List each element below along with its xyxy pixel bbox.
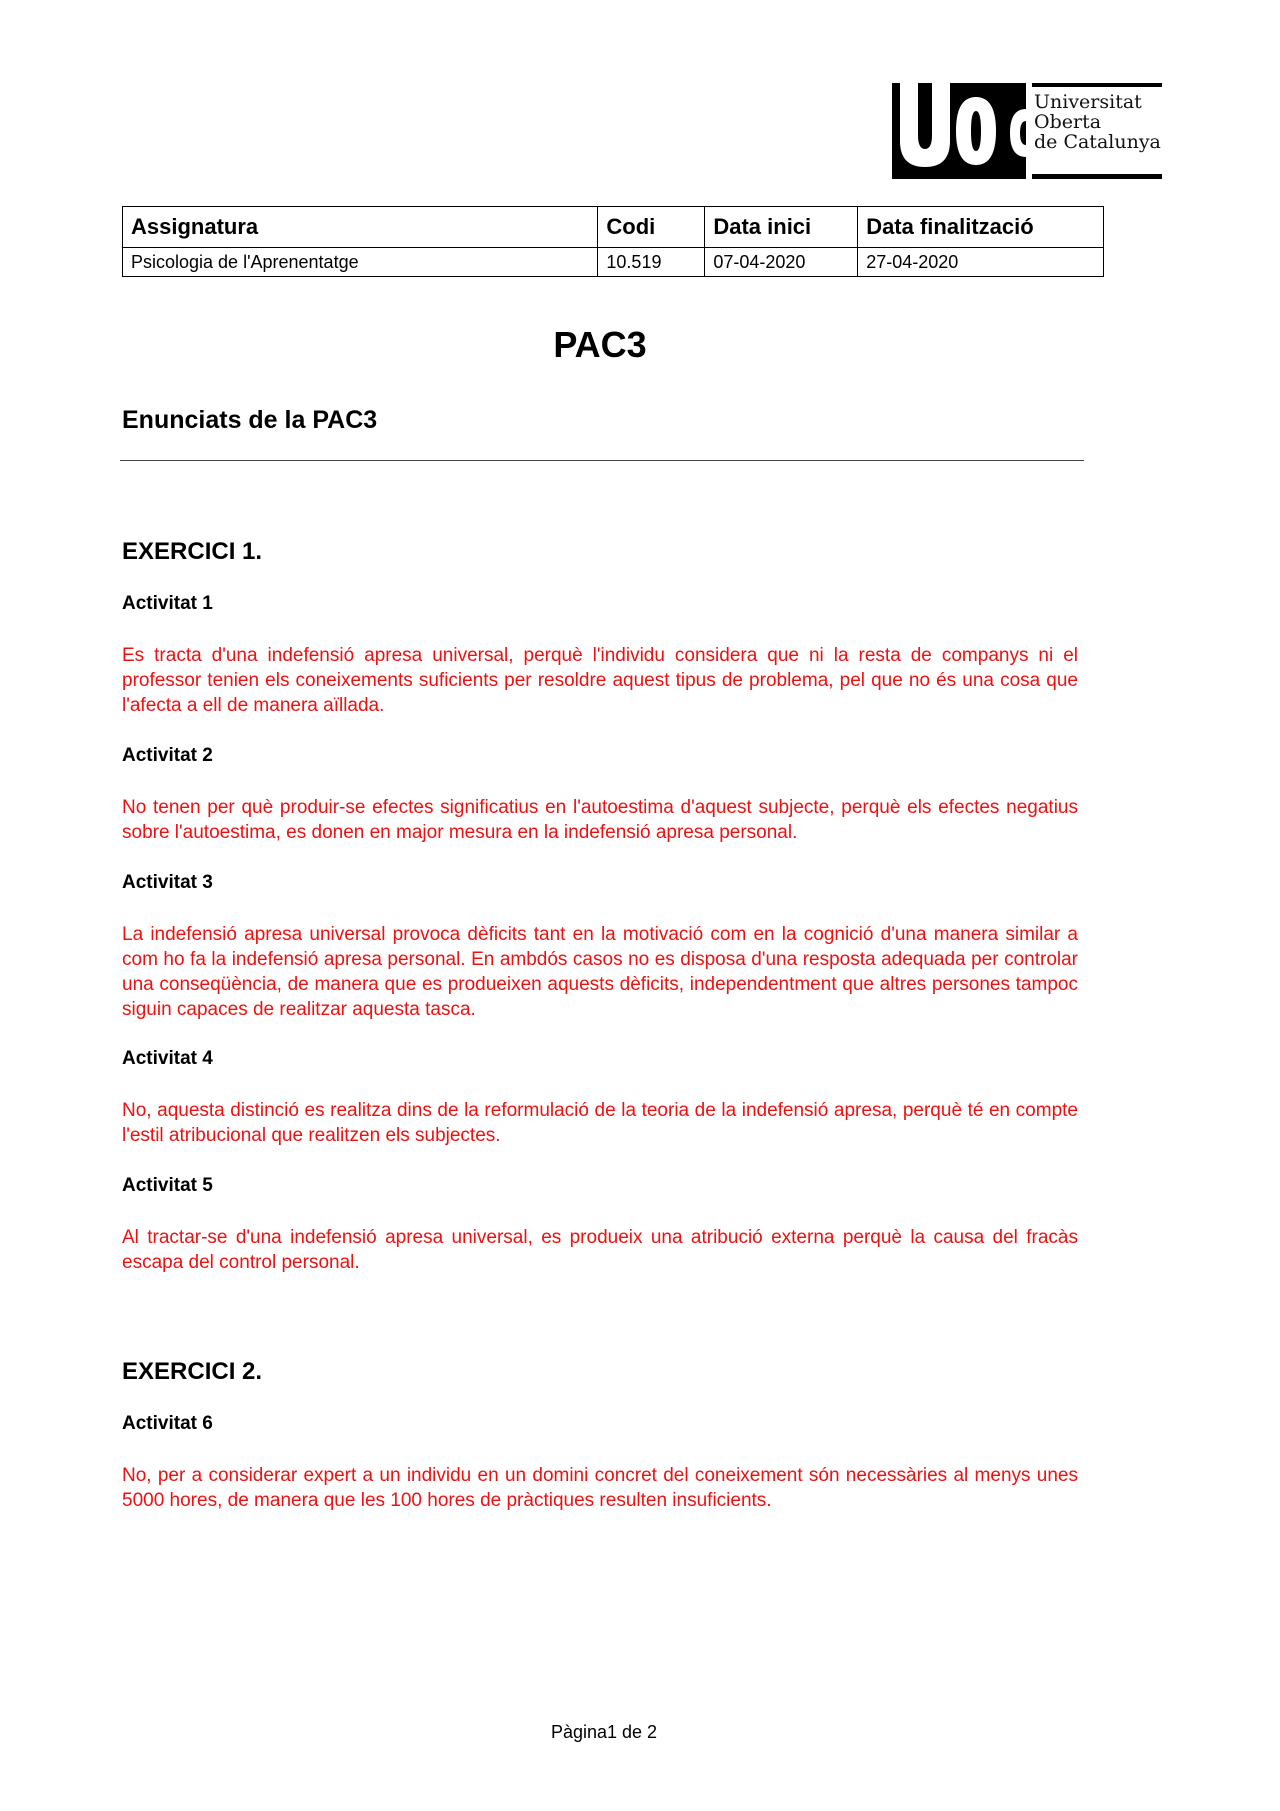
- header-data-inici: Data inici: [705, 207, 858, 248]
- uoc-logo-mark-icon: [892, 83, 1026, 179]
- cell-data-inici: 07-04-2020: [705, 248, 858, 277]
- activity-6-answer: No, per a considerar expert a un individu en un domini concret del coneixement són necessàries al menys unes 5000 hores, de manera que les 100 hores de pràctiques resulten insuficients.: [122, 1465, 1078, 1511]
- activity-2-answer: No tenen per què produir-se efectes significatius en l'autoestima d'aquest subjecte, perquè els efectes negatius sobre l'autoestima, es donen en major mesura en la indefensió apresa personal.: [122, 797, 1078, 843]
- activity-5-answer: Al tractar-se d'una indefensió apresa universal, es produeix una atribució externa perquè la causa del fracàs escapa del control personal.: [122, 1227, 1078, 1273]
- header-codi: Codi: [598, 207, 705, 248]
- page-title: PAC3: [553, 324, 647, 365]
- horizontal-divider: [120, 460, 1084, 461]
- table-row: [123, 248, 1104, 277]
- logo-bottom-bar: [1032, 174, 1162, 179]
- activity-1-answer: Es tracta d'una indefensió apresa universal, perquè l'individu considera que ni la resta de companys ni el professor tenien els coneixements suficients per resoldre aquest tipus de problema, pel que no és una cosa que l'afecta a ell de manera aïllada.: [122, 645, 1078, 716]
- logo-top-bar: [1032, 83, 1162, 87]
- logo-line-2: Oberta: [1034, 111, 1102, 133]
- activity-1-title: Activitat 1: [122, 593, 213, 614]
- table-header-row: [123, 207, 1104, 248]
- page-number-footer: Pàgina1 de 2: [550, 1722, 658, 1742]
- exercise-2-heading: EXERCICI 2.: [122, 1358, 263, 1385]
- uoc-logo: [892, 83, 1162, 179]
- cell-codi: 10.519: [598, 248, 705, 277]
- section-heading: Enunciats de la PAC3: [122, 406, 378, 434]
- activity-3-title: Activitat 3: [122, 872, 213, 893]
- header-data-finalitzacio: Data finalització: [858, 207, 1104, 248]
- logo-wordmark: [1034, 92, 1161, 152]
- activity-5-title: Activitat 5: [122, 1175, 213, 1196]
- exercise-1-heading: EXERCICI 1.: [122, 538, 263, 565]
- cell-data-finalitzacio: 27-04-2020: [858, 248, 1104, 277]
- logo-line-1: Universitat: [1034, 91, 1142, 113]
- cell-assignatura: Psicologia de l'Aprenentatge: [123, 248, 598, 277]
- activity-3-answer: La indefensió apresa universal provoca dèficits tant en la motivació com en la cognició d'una manera similar a com ho fa la indefensió apresa personal. En ambdós casos no es disposa d'una resposta adequada per controlar una conseqüència, de manera que es produeixen aquests dèficits, independentment que altres persones tampoc siguin capaces de realitzar aquesta tasca.: [122, 924, 1078, 1020]
- activity-4-answer: No, aquesta distinció es realitza dins de la reformulació de la teoria de la indefensió apresa, perquè té en compte l'estil atribucional que realitzen els subjectes.: [122, 1100, 1078, 1146]
- course-info-table: [122, 206, 1104, 277]
- activity-6-title: Activitat 6: [122, 1413, 213, 1434]
- activity-2-title: Activitat 2: [122, 745, 213, 766]
- header-assignatura: Assignatura: [123, 207, 598, 248]
- logo-line-3: de Catalunya: [1034, 131, 1161, 153]
- activity-4-title: Activitat 4: [122, 1048, 213, 1069]
